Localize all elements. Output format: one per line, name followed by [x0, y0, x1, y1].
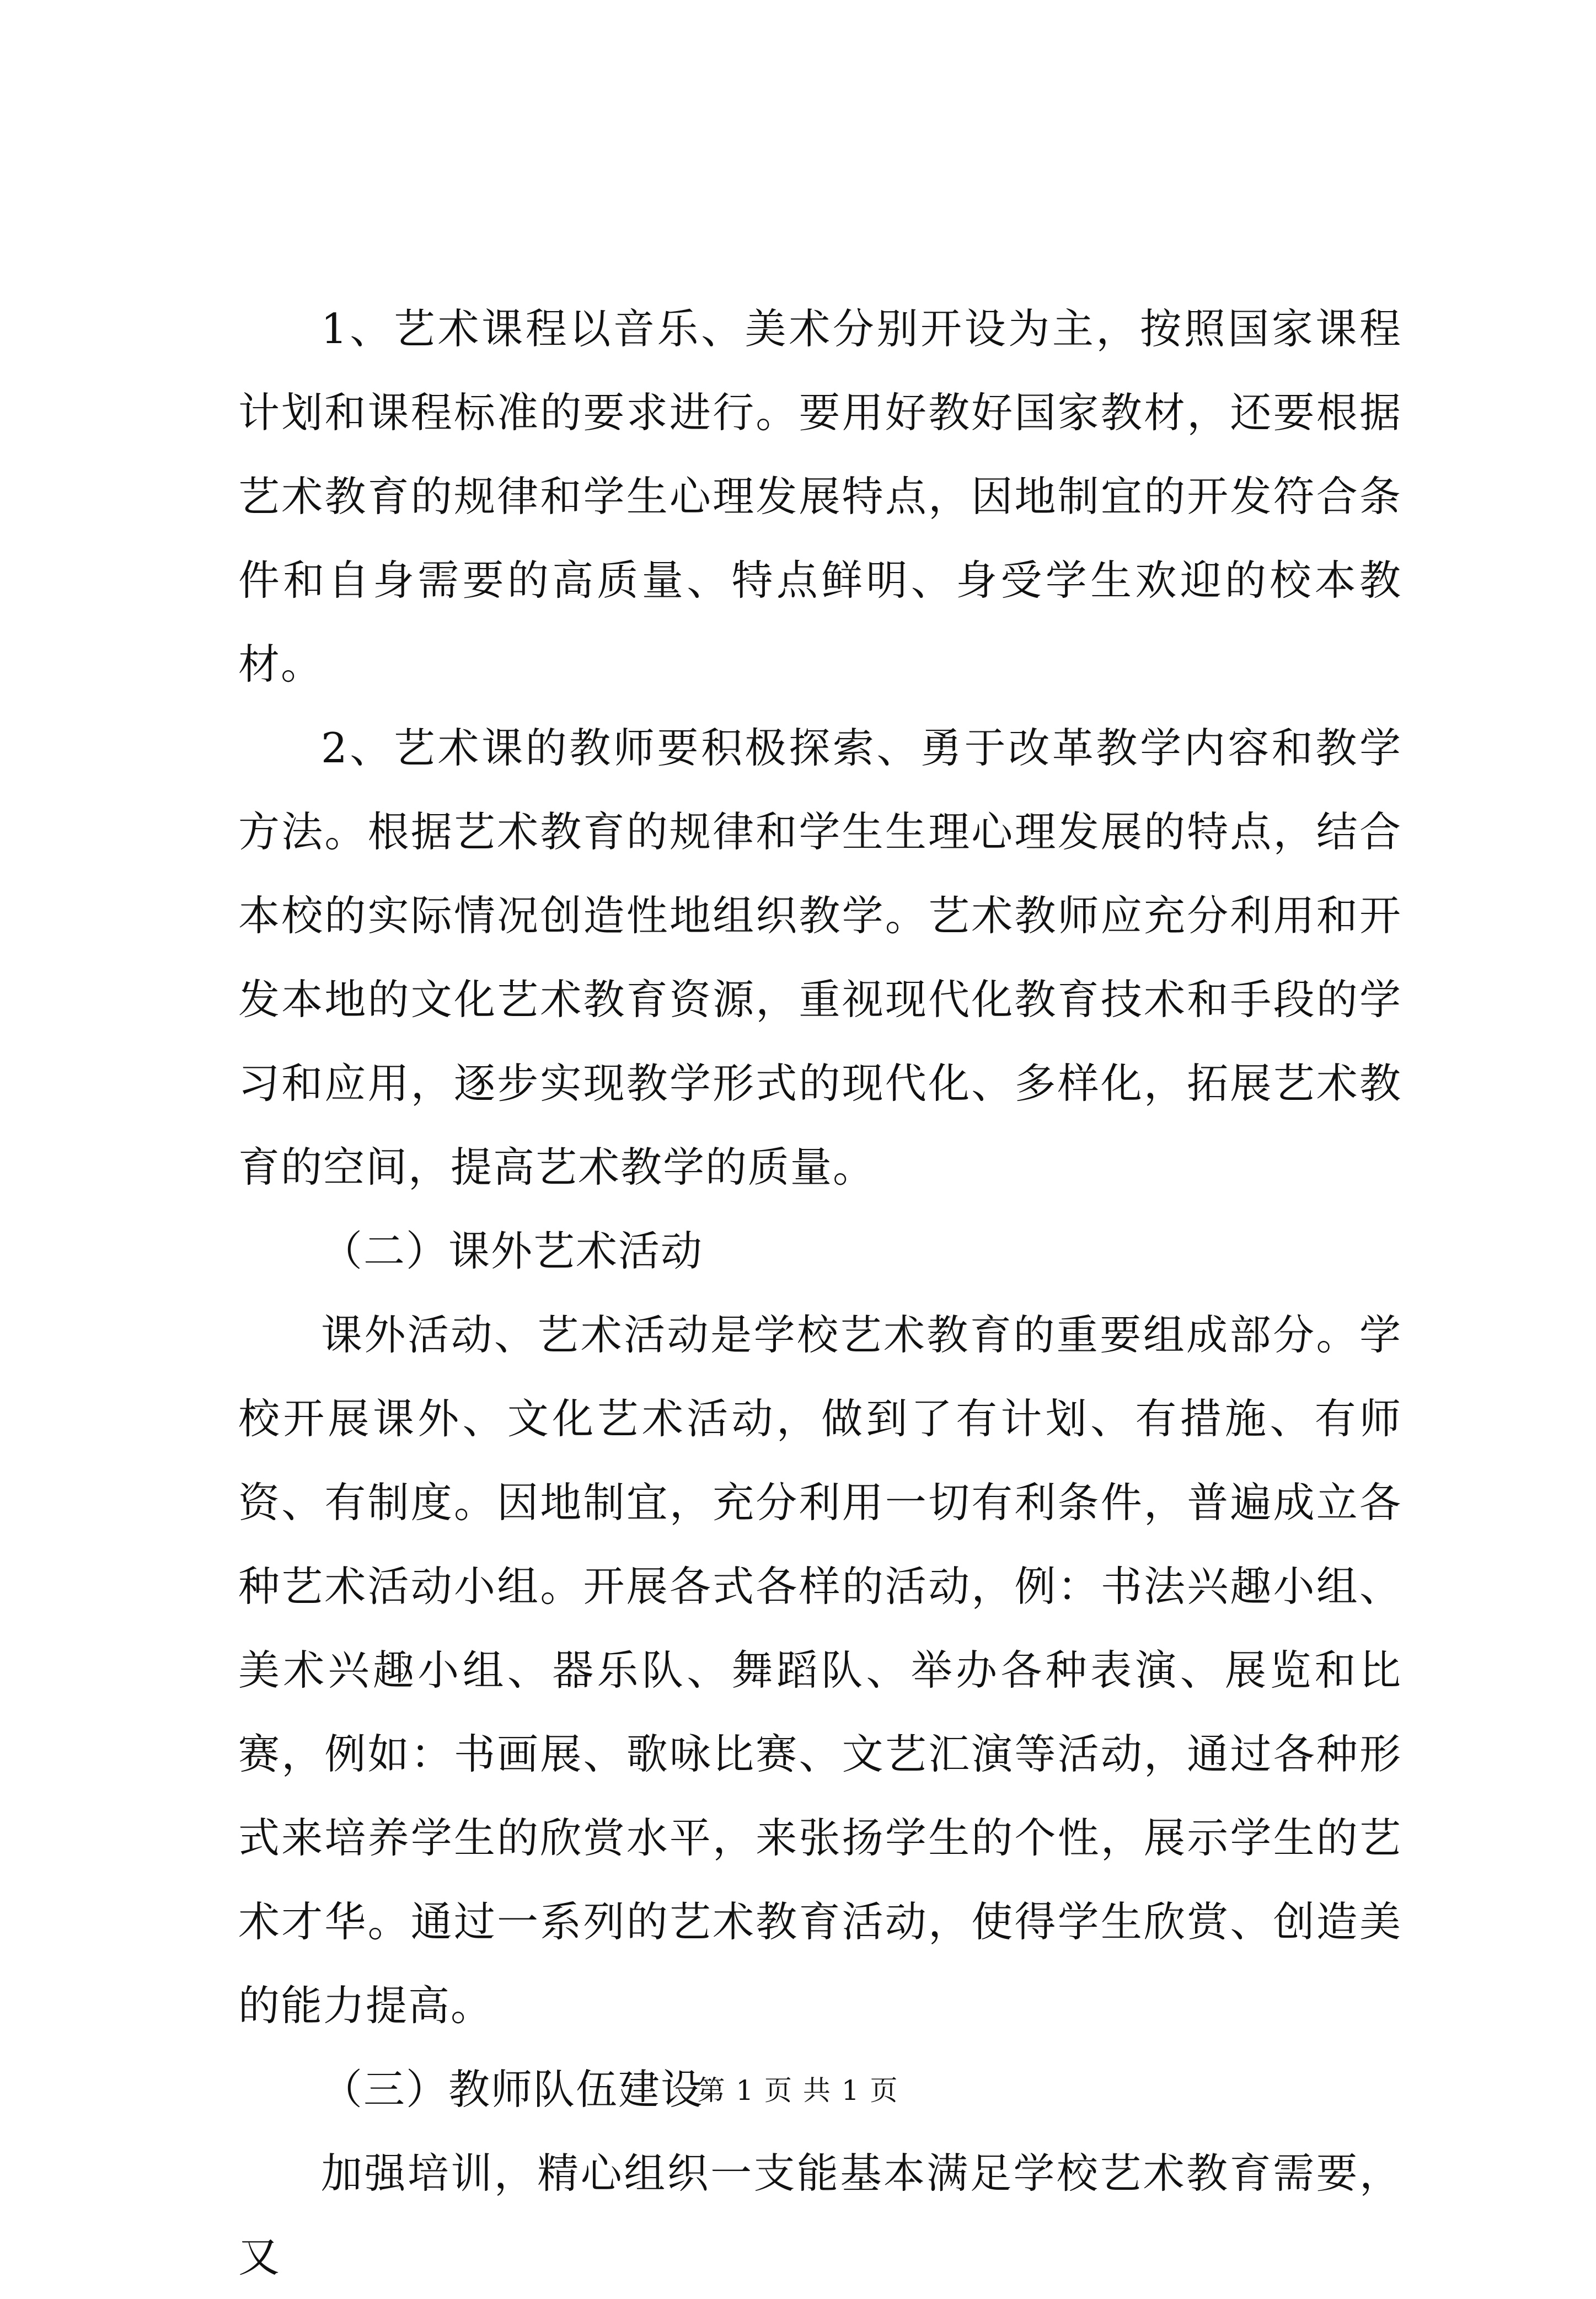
paragraph-extracurricular: 课外活动、艺术活动是学校艺术教育的重要组成部分。学校开展课外、文化艺术活动，做到了有计划、有措施、有师资、有制度。因地制宜，充分利用一切有利条件，普遍成立各种艺术活动小组。开展各式各样的活动，例：书法兴趣小组、美术兴趣小组、器乐队、舞蹈队、举办各种表演、展览和比赛，例如：书画展、歌咏比赛、文艺汇演等活动，通过各种形式来培养学生的欣赏水平，来张扬学生的个性，展示学生的艺术才华。通过一系列的艺术教育活动，使得学生欣赏、创造美的能力提高。 [238, 1311, 1402, 2030]
paragraph-course-2: 2、艺术课的教师要积极探索、勇于改革教学内容和教学方法。根据艺术教育的规律和学生生理心理发展的特点，结合本校的实际情况创造性地组织教学。艺术教师应充分利用和开发本地的文化艺术教育资源，重视现代化教育技术和手段的学习和应用，逐步实现教学形式的现代化、多样化，拓展艺术教育的空间，提高艺术教学的质量。 [238, 724, 1402, 1191]
document-body [238, 287, 1402, 2299]
paragraph-teachers: 加强培训，精心组织一支能基本满足学校艺术教育需要，又 [238, 2149, 1402, 2281]
section-heading-teachers: （三）教师队伍建设 [321, 2065, 704, 2114]
paragraph-course-1: 1、艺术课程以音乐、美术分别开设为主，按照国家课程计划和课程标准的要求进行。要用好教好国家教材，还要根据艺术教育的规律和学生心理发展特点，因地制宜的开发符合条件和自身需要的高质量、特点鲜明、身受学生欢迎的校本教材。 [238, 304, 1402, 688]
section-heading-extracurricular: （二）课外艺术活动 [321, 1227, 704, 1275]
page-number-footer: 第 1 页 共 1 页 [697, 2075, 899, 2106]
